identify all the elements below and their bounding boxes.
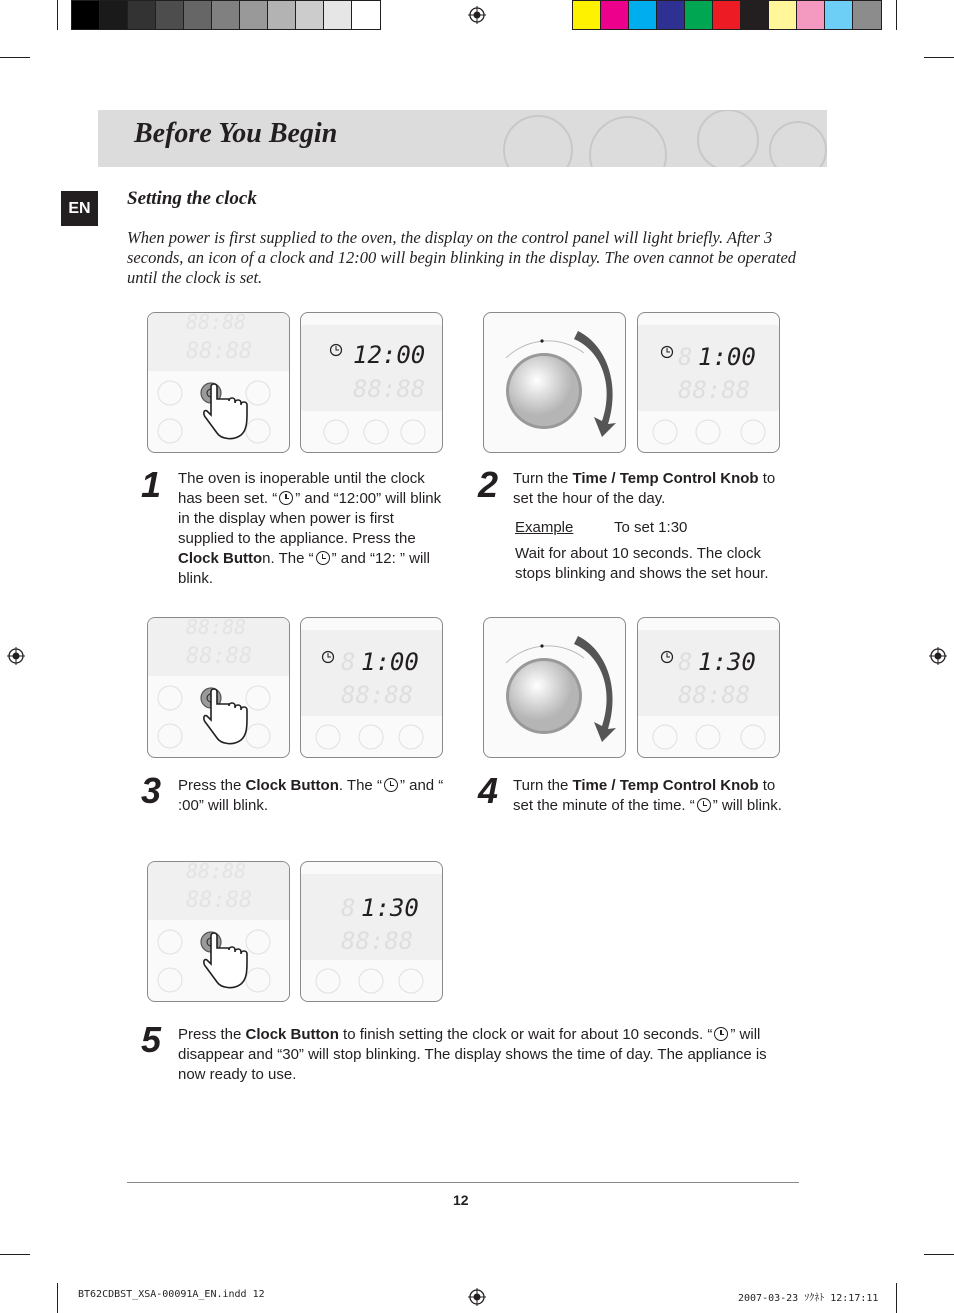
crop-mark: [0, 57, 30, 58]
svg-text:88:88: 88:88: [186, 339, 253, 364]
color-swatch: [212, 1, 240, 29]
color-swatch: [268, 1, 296, 29]
clock-icon: [329, 343, 343, 357]
control-panel-illustration: [147, 861, 290, 1002]
panel-buttons: [301, 718, 442, 756]
example-label: Example: [515, 519, 574, 536]
footer-file-info: BT62CDBST_XSA-00091A_EN.indd 12: [78, 1289, 265, 1300]
hand-press-icon: [203, 381, 253, 443]
display-idle-faint: 8: [341, 894, 356, 922]
clock-icon: [697, 798, 711, 812]
step-2-text: Turn the Time / Temp Control Knob to set the hour of the day.: [513, 470, 776, 507]
crop-mark: [924, 1254, 954, 1255]
crop-mark: [57, 0, 58, 30]
rotate-arrow-icon: [572, 331, 622, 441]
svg-text:88:88: 88:88: [186, 313, 247, 334]
intro-paragraph: When power is first supplied to the oven, the display on the control panel will light briefly. After 3 seconds, an icon of a clock and 12:00 will begin blinking in the display. The oven cannot be operated until the clock is set.: [127, 228, 797, 287]
color-swatch: [128, 1, 156, 29]
panel-buttons: [301, 962, 442, 1000]
display-panel-illustration: [300, 617, 443, 758]
crop-mark: [896, 0, 897, 30]
color-swatch: [156, 1, 184, 29]
control-panel-illustration: [147, 617, 290, 758]
subsection-title: Setting the clock: [127, 188, 257, 209]
language-badge: EN: [61, 191, 98, 226]
display-idle: 88:88: [678, 376, 751, 404]
display-panel-illustration: [300, 861, 443, 1002]
registration-mark-icon: [7, 647, 25, 665]
panel-buttons: [638, 718, 779, 756]
display-time: 12:00: [353, 341, 426, 369]
registration-mark-icon: [929, 647, 947, 665]
display-idle: 88:88: [353, 375, 426, 403]
step-4-text: Turn the Time / Temp Control Knob to set the minute of the time. “ ” will blink.: [513, 777, 782, 814]
color-swatch: [184, 1, 212, 29]
color-swatch: [657, 1, 685, 29]
clock-icon: [714, 1027, 728, 1041]
color-swatch: [853, 1, 881, 29]
clock-icon: [316, 551, 330, 565]
page-number: 12: [453, 1192, 469, 1208]
color-swatch: [629, 1, 657, 29]
display-idle-faint: 8: [341, 648, 356, 676]
rotate-arrow-icon: [572, 636, 622, 746]
step-3-text: Press the Clock Button. The “ ” and “ :00” will blink.: [178, 777, 444, 814]
step-number: 5: [141, 1019, 162, 1060]
color-swatch: [100, 1, 128, 29]
control-panel-illustration: [147, 312, 290, 453]
control-knob-illustration: [483, 312, 626, 453]
display-idle-faint: 8: [678, 648, 693, 676]
step-number: 4: [478, 770, 499, 811]
panel-buttons: [638, 413, 779, 451]
step-number: 1: [141, 464, 162, 505]
display-panel-illustration: [637, 312, 780, 453]
step-number: 3: [141, 770, 162, 811]
hand-press-icon: [203, 930, 253, 992]
color-swatch: [352, 1, 380, 29]
svg-text:88:88: 88:88: [186, 888, 253, 913]
control-knob-illustration: [483, 617, 626, 758]
example-value: To set 1:30: [614, 519, 688, 536]
color-swatch: [741, 1, 769, 29]
step-2-note: Wait for about 10 seconds. The clock stops blinking and shows the set hour.: [515, 545, 769, 582]
color-swatch: [72, 1, 100, 29]
display-idle: 88:88: [341, 927, 414, 955]
panel-buttons: [301, 413, 442, 451]
clock-icon: [660, 650, 674, 664]
display-idle-faint: 8: [678, 343, 693, 371]
svg-text:88:88: 88:88: [186, 862, 247, 883]
color-swatch: [713, 1, 741, 29]
color-swatch: [685, 1, 713, 29]
clock-icon: [279, 491, 293, 505]
clock-icon: [660, 345, 674, 359]
color-swatch: [601, 1, 629, 29]
section-title: Before You Begin: [134, 118, 338, 149]
step-1-text: The oven is inoperable until the clock has been set. “ ” and “12:00” will blink in the display when power is first supplied to the appliance. Press the Clock Button. The “ ” and “12: ” will blink.: [178, 470, 442, 587]
color-swatch: [573, 1, 601, 29]
svg-text:88:88: 88:88: [186, 618, 247, 639]
crop-mark: [57, 1283, 58, 1313]
display-idle: 88:88: [678, 681, 751, 709]
display-time: 1:00: [698, 343, 756, 371]
color-swatch: [296, 1, 324, 29]
display-time: 1:30: [698, 648, 756, 676]
color-swatch: [769, 1, 797, 29]
display-time: 1:30: [361, 894, 419, 922]
display-idle: 88:88: [341, 681, 414, 709]
registration-mark-icon: [468, 6, 486, 24]
crop-mark: [896, 1283, 897, 1313]
registration-mark-icon: [468, 1288, 486, 1306]
clock-icon: [321, 650, 335, 664]
crop-mark: [0, 1254, 30, 1255]
color-swatch: [240, 1, 268, 29]
color-swatch: [324, 1, 352, 29]
step-number: 2: [478, 464, 499, 505]
display-time: 1:00: [361, 648, 419, 676]
svg-text:88:88: 88:88: [186, 644, 253, 669]
color-swatch: [797, 1, 825, 29]
display-panel-illustration: [300, 312, 443, 453]
footer-rule: [127, 1182, 799, 1183]
display-panel-illustration: [637, 617, 780, 758]
footer-timestamp: 2007-03-23 ｿｸﾈﾄ 12:17:11: [738, 1293, 879, 1304]
color-swatch: [825, 1, 853, 29]
crop-mark: [924, 57, 954, 58]
hand-press-icon: [203, 686, 253, 748]
clock-icon: [384, 778, 398, 792]
step-5-text: Press the Clock Button to finish setting the clock or wait for about 10 seconds. “ ” will disappear and “30” will stop blinking. The display shows the time of day. The appliance is now ready to use.: [178, 1026, 767, 1083]
